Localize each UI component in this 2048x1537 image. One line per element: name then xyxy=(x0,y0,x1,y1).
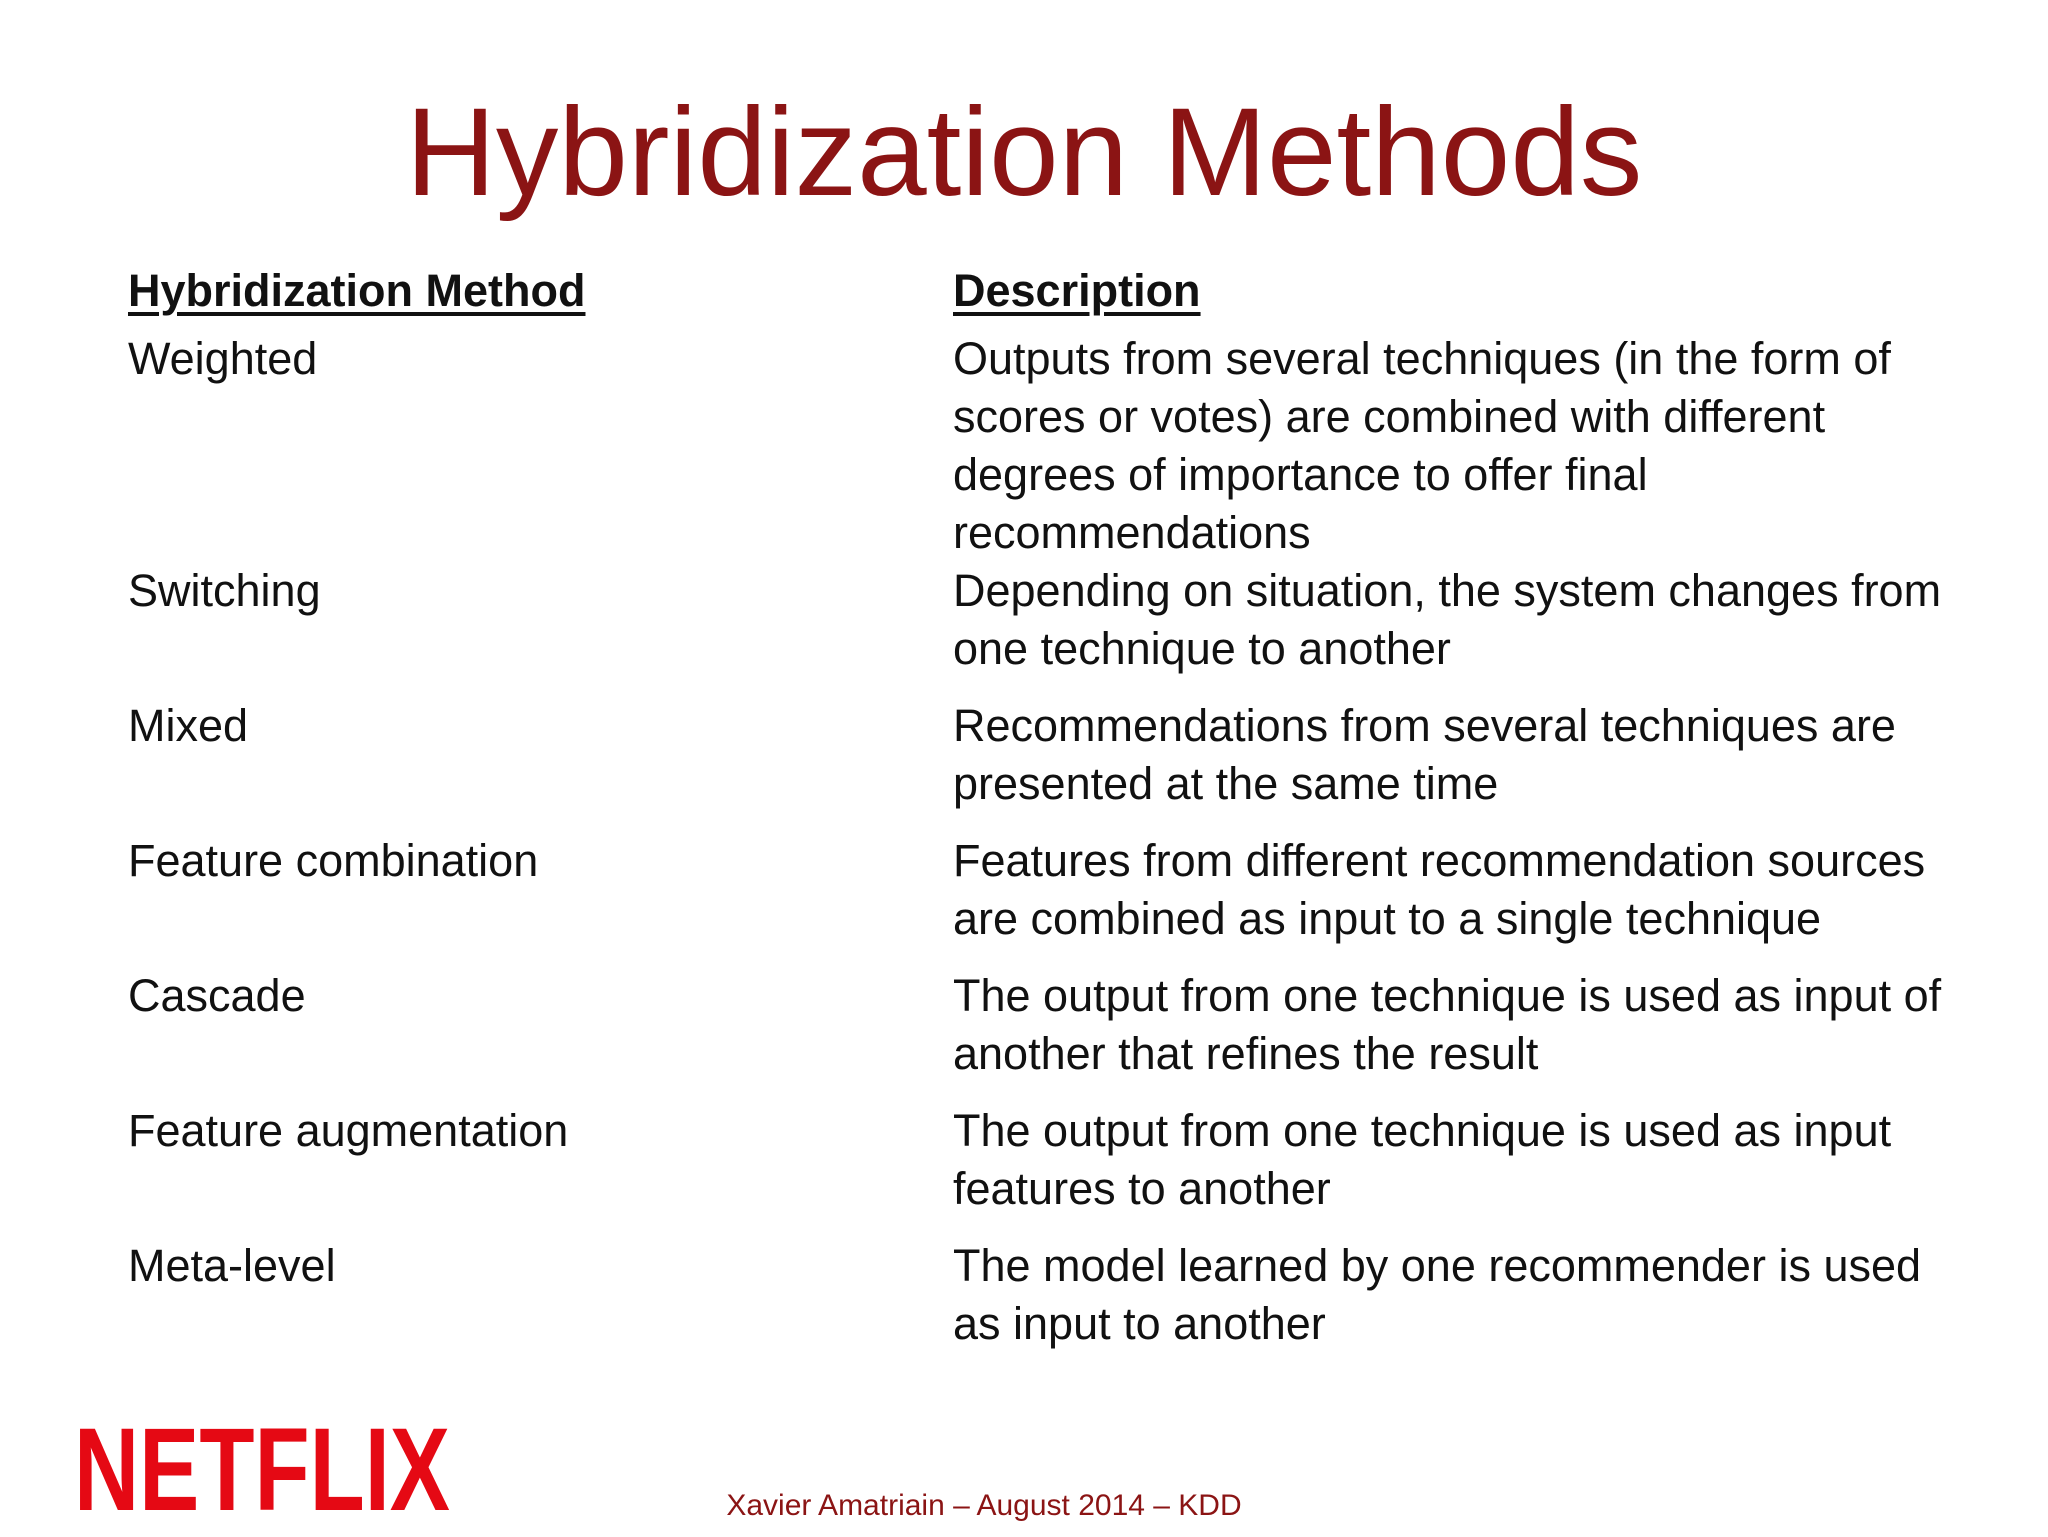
description-cell xyxy=(953,697,1993,813)
table-row xyxy=(128,330,1988,562)
table-row xyxy=(128,967,1988,1083)
hybridization-table xyxy=(128,262,1988,1353)
description-line: The output from one technique is used as input xyxy=(953,1105,1892,1156)
description-line: scores or votes) are combined with different xyxy=(953,391,1826,442)
header-method: Hybridization Method xyxy=(128,265,586,316)
table-row xyxy=(128,832,1988,948)
method-cell: Cascade xyxy=(128,970,306,1021)
table-row xyxy=(128,697,1988,813)
description-line: Features from different recommendation sources xyxy=(953,835,1926,886)
netflix-logo-text: NETFLIX xyxy=(74,1404,450,1536)
table-row xyxy=(128,1102,1988,1218)
description-line: another that refines the result xyxy=(953,1028,1539,1079)
description-line: Depending on situation, the system changes from xyxy=(953,565,1942,616)
method-cell: Meta-level xyxy=(128,1240,336,1291)
description-line: one technique to another xyxy=(953,623,1451,674)
slide-footer xyxy=(0,1488,2048,1524)
description-cell xyxy=(953,832,1993,948)
table-row xyxy=(128,1237,1988,1353)
description-cell xyxy=(953,967,1993,1083)
description-line: The model learned by one recommender is used xyxy=(953,1240,1922,1291)
description-cell xyxy=(953,1102,1993,1218)
header-description: Description xyxy=(953,265,1201,316)
method-cell: Mixed xyxy=(128,700,249,751)
footer-text: Xavier Amatriain – August 2014 – KDD xyxy=(726,1489,1242,1522)
description-line: Recommendations from several techniques are xyxy=(953,700,1896,751)
description-cell xyxy=(953,330,1993,562)
slide-title: Hybridization Methods xyxy=(405,83,1643,222)
description-line: features to another xyxy=(953,1163,1331,1214)
method-cell: Weighted xyxy=(128,333,318,384)
description-line: are combined as input to a single technique xyxy=(953,893,1822,944)
method-cell: Switching xyxy=(128,565,321,616)
description-cell xyxy=(953,562,1993,678)
method-cell: Feature combination xyxy=(128,835,539,886)
description-line: recommendations xyxy=(953,507,1311,558)
table-header-row xyxy=(128,262,1988,330)
description-line: Outputs from several techniques (in the form of xyxy=(953,333,1891,384)
description-line: degrees of importance to offer final xyxy=(953,449,1648,500)
description-cell xyxy=(953,1237,1993,1353)
method-cell: Feature augmentation xyxy=(128,1105,569,1156)
description-line: presented at the same time xyxy=(953,758,1499,809)
table-row xyxy=(128,562,1988,678)
description-line: as input to another xyxy=(953,1298,1326,1349)
description-line: The output from one technique is used as input of xyxy=(953,970,1942,1021)
